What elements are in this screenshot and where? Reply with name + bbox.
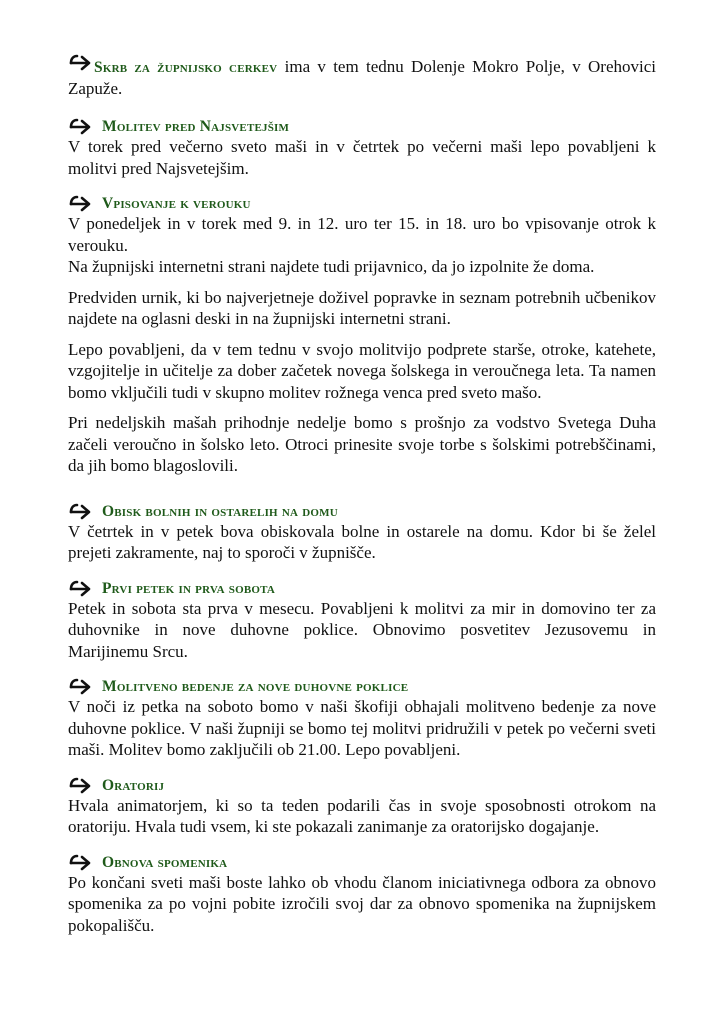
arrow-right-bullet-icon	[68, 499, 102, 521]
arrow-right-bullet-icon	[68, 773, 102, 795]
arrow-right-bullet-icon	[68, 674, 102, 696]
section-inline-text: ima v tem tednu Dolenje Mokro Polje, v Orehovici Zapuže.	[68, 57, 657, 98]
section-paragraph: Na župnijski internetni strani najdete tudi prijavnico, da jo izpolnite že doma.	[68, 257, 595, 276]
section-church-care	[68, 54, 656, 100]
section-text	[68, 54, 656, 100]
section-paragraph: Petek in sobota sta prva v mesecu. Povabljeni k molitvi za mir in domovino ter za duhovnike in nove duhovne poklice. Obnovimo posvetitev Jezusovemu in Marijinemu Srcu.	[68, 598, 656, 661]
section-heading: Obisk bolnih in ostarelih na domu	[102, 502, 338, 520]
arrow-right-bullet-icon	[68, 576, 102, 598]
section-paragraph: Pri nedeljskih mašah prihodnje nedelje bomo s prošnjo za vodstvo Svetega Duha začeli veroučno in šolsko leto. Otroci prinesite svoje torbe s šolskimi potrebščinami, da jih bomo blagoslovili.	[68, 413, 656, 475]
section-heading: Oratorij	[102, 776, 165, 794]
section-heading: Molitveno bedenje za nove duhovne poklice	[102, 678, 409, 695]
section-paragraph: V ponedeljek in v torek med 9. in 12. uro ter 15. in 18. uro bo vpisovanje otrok k verouku.	[68, 214, 656, 255]
arrow-right-bullet-icon	[68, 850, 102, 872]
section-heading: Vpisovanje k verouku	[102, 195, 251, 212]
section-paragraph: Po končani sveti maši boste lahko ob vhodu članom iniciativnega odbora za obnovo spomenika za po vojni pobite izročili svoj dar za obnovo spomenika na župnijskem pokopališču.	[68, 872, 656, 935]
section-paragraph: V noči iz petka na soboto bomo v naši škofiji obhajali molitveno bedenje za nove duhovne poklice. V naši župniji se bomo tej molitvi pridružili v petek po večerni sveti maši. Molitev bomo zaključili ob 21.00. Lepo povabljeni.	[68, 697, 656, 759]
section-paragraph: Lepo povabljeni, da v tem tednu v svojo molitvijo podprete starše, otroke, katehete, vzgojitelje in učitelje za dober začetek novega šolskega in veroučnega leta. Ta namen bomo vključili tudi v skupno molitev rožnega venca pred sveto mašo.	[68, 339, 656, 402]
section-prayer-vigil	[68, 670, 656, 761]
section-adoration	[68, 110, 656, 179]
section-oratory	[68, 769, 656, 838]
section-heading: Molitev pred Najsvetejšim	[102, 118, 290, 135]
section-paragraph: Hvala animatorjem, ki so ta teden podarili čas in svoje sposobnosti otrokom na oratoriju. Hvala tudi vsem, ki ste pokazali zanimanje za oratorijsko dogajanje.	[68, 795, 656, 836]
section-heading: Obnova spomenika	[102, 853, 228, 871]
section-heading: Skrb za župnijsko cerkev	[94, 59, 278, 76]
arrow-right-bullet-icon	[68, 57, 94, 76]
section-paragraph: V četrtek in v petek bova obiskovala bolne in ostarele na domu. Kdor bi še želel prejeti zakramente, naj to sporoči v župnišče.	[68, 521, 656, 562]
section-paragraph: Predviden urnik, ki bo najverjetneje doživel popravke in seznam potrebnih učbenikov najdete na oglasni deski in na župnijski internetni strani.	[68, 287, 656, 328]
section-home-visits	[68, 495, 656, 564]
arrow-right-bullet-icon	[68, 191, 102, 213]
section-catechism-enrollment	[68, 187, 656, 477]
bulletin-page	[68, 54, 656, 942]
section-monument-renovation	[68, 846, 656, 937]
section-heading: Prvi petek in prva sobota	[102, 579, 276, 597]
section-first-friday	[68, 572, 656, 663]
section-paragraph: V torek pred večerno sveto maši in v četrtek po večerni maši lepo povabljeni k molitvi pred Najsvetejšim.	[68, 137, 656, 178]
arrow-right-bullet-icon	[68, 114, 102, 136]
